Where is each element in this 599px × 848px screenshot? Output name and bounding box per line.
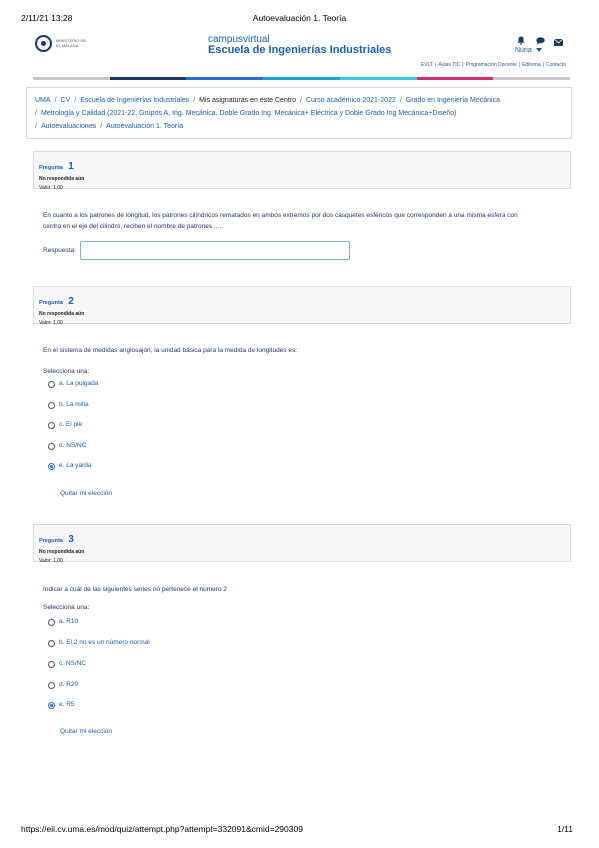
user-name: Nuria <box>515 47 532 54</box>
color-bar-segment <box>340 77 417 80</box>
site-name[interactable]: campusvirtual <box>208 34 270 45</box>
site-school[interactable]: Escuela de Ingenierías Industriales <box>208 44 392 56</box>
breadcrumb-item-course[interactable]: Metrología y Calidad (2021-22, Grupos A, Ing. Mecánica, Doble Grado Ing. Mecánica+ Eléctrica y Doble Grado Ing Mecánica+Diseño) <box>40 110 457 117</box>
question-state: No respondida aún <box>39 549 85 555</box>
question-1-text <box>43 210 563 232</box>
logo-text: MINISTERIO DE EL MÁLAGA <box>56 38 87 48</box>
clear-choice-link[interactable]: Quitar mi elección <box>60 728 113 735</box>
print-page-number: 1/11 <box>557 824 573 834</box>
question-number: 1 <box>68 161 74 172</box>
question-grade: Valor: 1,00 <box>39 320 63 326</box>
option-label: e. La yarda <box>59 462 92 469</box>
bell-icon[interactable] <box>517 36 525 47</box>
print-url: https://eii.cv.uma.es/mod/quiz/attempt.php?attempt=332091&cmid=290309 <box>21 824 303 834</box>
print-datetime: 2/11/21 13:28 <box>21 13 73 23</box>
option-e[interactable] <box>48 700 75 710</box>
question-grade: Valor: 1,00 <box>39 558 63 564</box>
option-e[interactable] <box>48 461 92 471</box>
radio-button[interactable] <box>48 463 55 470</box>
top-link-evlt[interactable]: EVLT <box>420 62 434 68</box>
option-label: e. R5 <box>59 701 75 708</box>
breadcrumb-item-selfassessments[interactable]: Autoevaluaciones <box>40 123 97 130</box>
question-label: Pregunta <box>39 165 63 171</box>
breadcrumb-item-year[interactable]: Curso académico 2021-2022 <box>305 97 396 104</box>
top-link-contacto[interactable]: Contacto <box>545 62 566 68</box>
select-one-label: Selecciona una: <box>43 368 90 375</box>
radio-button[interactable] <box>48 422 55 429</box>
option-c[interactable] <box>48 659 86 669</box>
chat-icon[interactable] <box>536 37 545 47</box>
breadcrumb-item-school[interactable]: Escuela de Ingenierías Industriales <box>80 97 190 104</box>
top-link-programacion[interactable]: Programación Docente <box>465 62 517 68</box>
user-menu[interactable] <box>515 47 542 54</box>
option-d[interactable] <box>48 441 86 451</box>
question-2-info <box>33 286 571 324</box>
option-label: a. La pulgada <box>59 380 99 387</box>
radio-button[interactable] <box>48 640 55 647</box>
radio-button[interactable] <box>48 682 55 689</box>
option-label: c. El pie <box>59 421 83 428</box>
breadcrumb-item-my-subjects[interactable]: Mis asignaturas en este Centro <box>199 97 297 104</box>
question-state: No respondida aún <box>39 311 85 317</box>
clear-choice-link[interactable]: Quitar mi elección <box>60 490 113 497</box>
option-b[interactable] <box>48 400 89 410</box>
option-label: d. R20 <box>59 681 79 688</box>
radio-button[interactable] <box>48 619 55 626</box>
question-label: Pregunta <box>39 538 63 544</box>
question-2-text: En el sistema de medidas anglosajón, la unidad básica para la medida de longitudes es: <box>43 347 298 354</box>
breadcrumb-item-cv[interactable]: CV <box>60 97 71 104</box>
color-bar-segment <box>33 77 110 80</box>
option-b[interactable] <box>48 638 150 648</box>
question-number: 3 <box>68 534 74 545</box>
option-d[interactable] <box>48 680 78 690</box>
radio-button[interactable] <box>48 702 55 709</box>
radio-button[interactable] <box>48 381 55 388</box>
header-color-bar <box>33 77 570 80</box>
color-bar-segment <box>110 77 187 80</box>
option-c[interactable] <box>48 420 82 430</box>
top-link-editorna[interactable]: Editorna <box>522 62 541 68</box>
option-label: c. NS/NC <box>59 660 87 667</box>
color-bar-segment <box>417 77 494 80</box>
mail-icon[interactable] <box>554 38 563 48</box>
answer-input[interactable] <box>80 241 350 260</box>
option-label: a. R10 <box>59 618 79 625</box>
top-link-aulas-tic[interactable]: Aulas TIC <box>438 62 461 68</box>
question-1-info <box>33 151 571 189</box>
answer-label: Respuesta: <box>43 247 76 254</box>
option-label: b. El 2 no es un número normal <box>59 639 150 646</box>
breadcrumb-item-quiz[interactable]: Autoevaluación 1. Teoría <box>106 123 184 130</box>
question-grade: Valor: 1,00 <box>39 185 63 191</box>
question-state: No respondida aún <box>39 176 85 182</box>
university-logo[interactable] <box>35 35 85 55</box>
option-label: b. La milla <box>59 401 89 408</box>
radio-button[interactable] <box>48 443 55 450</box>
question-3-text: Indicar a cuál de las siguientes series no pertenece el número 2 <box>43 586 227 593</box>
university-seal-icon <box>35 35 52 52</box>
question-number: 2 <box>68 296 74 307</box>
question-text-line: En cuanto a los patrones de longitud, los patrones cilíndricos rematados en ambos extremos por dos casquetes esféricos que corresponden a una misma esfera con <box>43 212 518 219</box>
print-title: Autoevaluación 1. Teoría <box>252 13 347 23</box>
breadcrumb-item-uma[interactable]: UMA <box>35 97 51 104</box>
breadcrumb-item-degree[interactable]: Grado en Ingeniería Mecánica <box>405 97 500 104</box>
option-a[interactable] <box>48 379 98 389</box>
question-3-info <box>33 524 571 562</box>
radio-button[interactable] <box>48 661 55 668</box>
radio-button[interactable] <box>48 402 55 409</box>
breadcrumb: UMA / CV / Escuela de Ingenierías Industriales / Mis asignaturas en este Centro / Curso académico 2021-2022 / Grado en Ingeniería Mecánica / Metrología y Calidad (2021-22, Grupos A, Ing. Mecánica, Doble Grado Ing. Mecánica+ Eléctrica y Doble Grado Ing Mecánica+Diseño) / Autoevaluaciones / Autoevaluación 1. Teoría <box>26 87 572 139</box>
question-label: Pregunta <box>39 300 63 306</box>
option-label: d. NS/NC <box>59 442 87 449</box>
color-bar-segment <box>263 77 340 80</box>
select-one-label: Selecciona una: <box>43 604 90 611</box>
chevron-down-icon <box>536 48 542 52</box>
color-bar-segment <box>493 77 570 80</box>
question-text-line: centro en el eje del cilindro, reciben el nombre de patrones ..... <box>43 223 223 230</box>
color-bar-segment <box>186 77 263 80</box>
top-links: EVLT | Aulas TIC | Programación Docente | Editorna | Contacto <box>420 62 566 68</box>
option-a[interactable] <box>48 617 78 627</box>
